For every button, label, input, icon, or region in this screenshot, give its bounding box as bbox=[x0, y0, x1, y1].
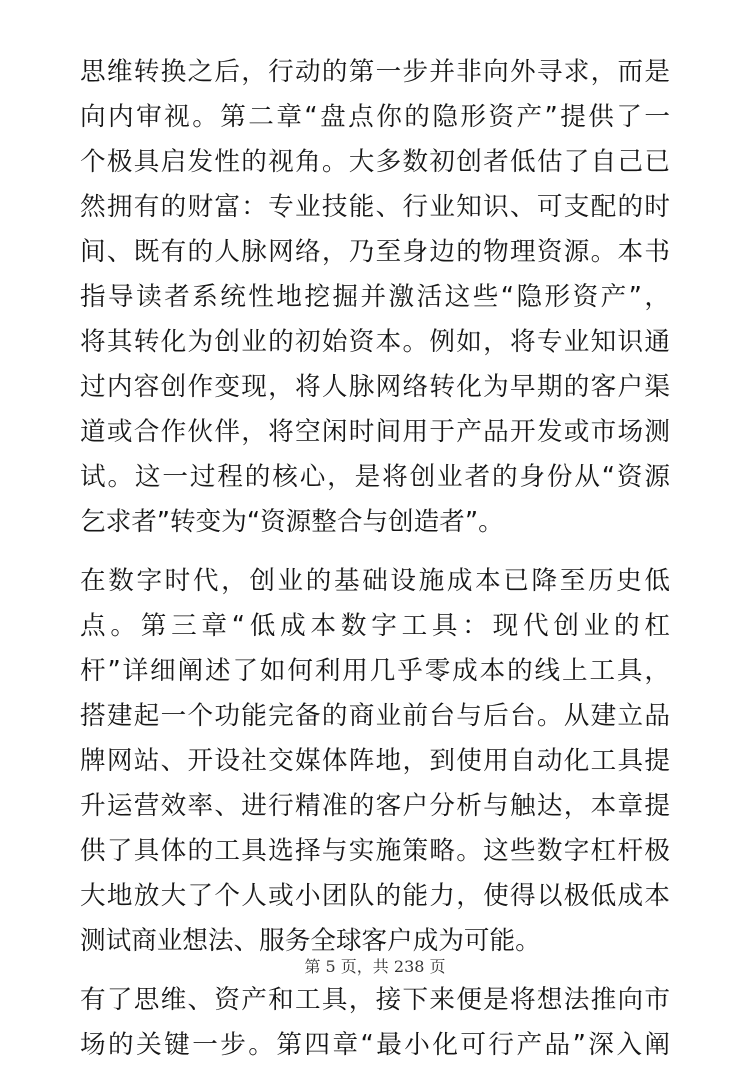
text-line: 间、既有的人脉网络，乃至身边的物理资源。本书 bbox=[80, 237, 670, 267]
page-number-footer: 第 5 页，共 238 页 bbox=[304, 957, 446, 976]
text-line: 将其转化为创业的初始资本。例如，将专业知识通 bbox=[80, 327, 670, 357]
text-line: 乞求者”转变为“资源整合与创造者”。 bbox=[80, 507, 504, 537]
text-line: 有了思维、资产和工具，接下来便是将想法推向市 bbox=[80, 985, 670, 1015]
text-line: 向内审视。第二章“盘点你的隐形资产”提供了一 bbox=[80, 102, 670, 132]
text-line: 过内容创作变现，将人脉网络转化为早期的客户渠 bbox=[80, 372, 670, 402]
text-line: 大地放大了个人或小团队的能力，使得以极低成本 bbox=[80, 881, 670, 911]
text-line: 指导读者系统性地挖掘并激活这些“隐形资产”， bbox=[80, 282, 670, 312]
paragraph-digital-tools bbox=[80, 559, 670, 964]
text-line: 在数字时代，创业的基础设施成本已降至历史低 bbox=[80, 566, 670, 596]
text-line: 思维转换之后，行动的第一步并非向外寻求，而是 bbox=[80, 57, 670, 87]
text-line: 测试商业想法、服务全球客户成为可能。 bbox=[80, 926, 541, 956]
text-line: 点。第三章“低成本数字工具：现代创业的杠 bbox=[80, 611, 670, 641]
text-line: 试。这一过程的核心，是将创业者的身份从“资源 bbox=[80, 462, 670, 492]
text-line: 场的关键一步。第四章“最小化可行产品”深入阐 bbox=[80, 1030, 670, 1060]
text-line: 牌网站、开设社交媒体阵地，到使用自动化工具提 bbox=[80, 746, 670, 776]
paragraph-mvp bbox=[80, 978, 670, 1068]
text-line: 道或合作伙伴，将空闲时间用于产品开发或市场测 bbox=[80, 417, 670, 447]
text-line: 升运营效率、进行精准的客户分析与触达，本章提 bbox=[80, 791, 670, 821]
text-line: 杆”详细阐述了如何利用几乎零成本的线上工具， bbox=[80, 656, 670, 686]
document-body bbox=[80, 50, 670, 1082]
paragraph-hidden-assets bbox=[80, 50, 670, 545]
text-line: 个极具启发性的视角。大多数初创者低估了自己已 bbox=[80, 147, 670, 177]
text-line: 供了具体的工具选择与实施策略。这些数字杠杆极 bbox=[80, 836, 670, 866]
text-line: 搭建起一个功能完备的商业前台与后台。从建立品 bbox=[80, 701, 670, 731]
text-line: 然拥有的财富：专业技能、行业知识、可支配的时 bbox=[80, 192, 670, 222]
